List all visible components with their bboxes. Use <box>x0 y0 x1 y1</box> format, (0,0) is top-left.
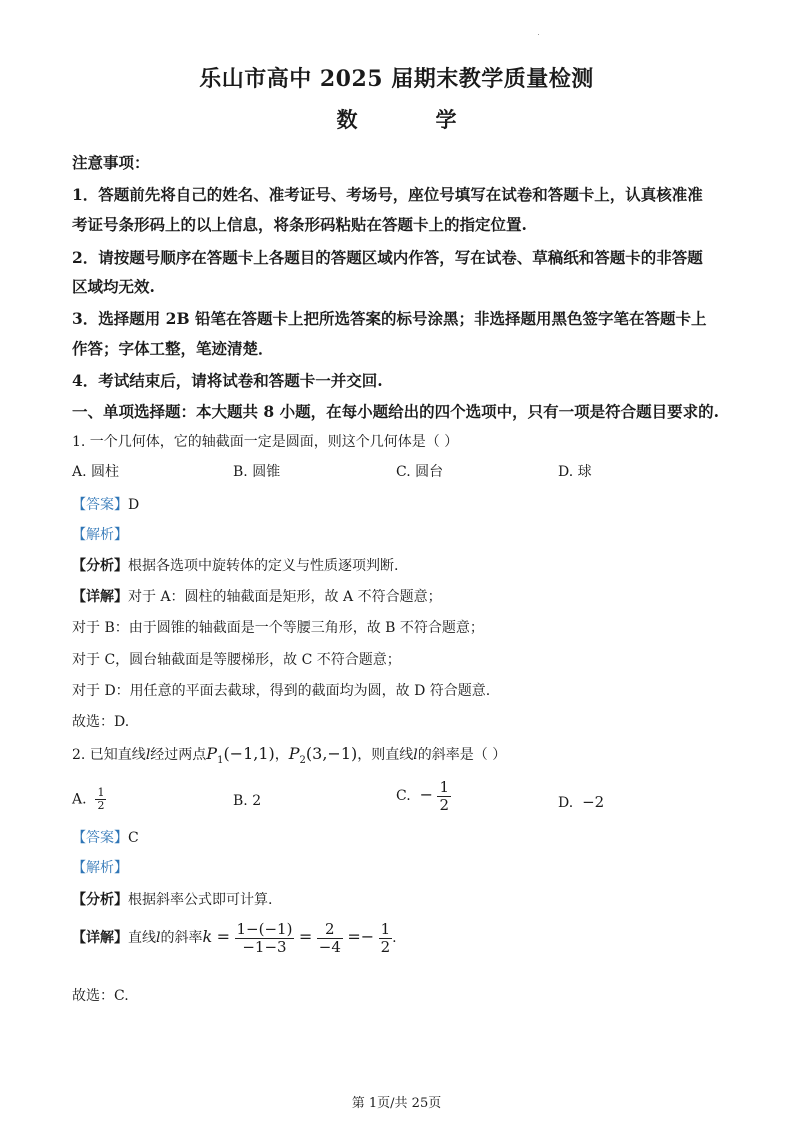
q2-option-a-label: A. <box>72 791 87 808</box>
fenxi-tag: 【分析】 <box>72 892 128 908</box>
q2-fenxi <box>72 889 272 909</box>
q2-stem-suffix-a: ，则直线 <box>357 747 414 763</box>
q2-option-c-fraction <box>437 779 451 813</box>
note-1-line-2: 考证号条形码上的以上信息，将条形码粘贴在答题卡上的指定位置. <box>72 215 527 234</box>
q2-p1-sub: 1 <box>217 754 224 766</box>
q2-comma: ， <box>274 747 289 763</box>
q1-answer <box>72 494 139 514</box>
page-footer: 第 1页/共 25页 <box>351 1096 442 1111</box>
q2-fenxi-text: 根据斜率公式即可计算. <box>128 892 273 908</box>
q1-option-d: D. 球 <box>558 464 592 480</box>
q2-xj-end: . <box>392 930 397 946</box>
notes-heading: 注意事项： <box>72 153 150 172</box>
q1-choose: 故选：D. <box>72 714 130 730</box>
q2-stem-mid: 经过两点 <box>150 747 207 763</box>
q2-xiangjie <box>72 921 397 955</box>
q2-xj-text1: 直线 <box>128 930 156 946</box>
q1-line-d: 对于 D：用任意的平面去截球，得到的截面均为圆，故 D 符合题意. <box>72 683 491 699</box>
section-1-heading: 一、单项选择题：本大题共 8 小题，在每小题给出的四个选项中，只有一项是符合题目要求的. <box>72 402 719 421</box>
subject-heading <box>0 104 793 134</box>
xiangjie-tag: 【详解】 <box>72 589 128 605</box>
q2-option-a <box>72 787 106 812</box>
q1-stem: 1. 一个几何体，它的轴截面一定是圆面，则这个几何体是（ ） <box>72 434 459 450</box>
q2-p2-sub: 2 <box>299 754 306 766</box>
q2-xj-den2: −4 <box>318 937 341 956</box>
q2-xj-num2: 2 <box>317 921 343 939</box>
q2-p2-coord: (3,−1) <box>305 744 358 763</box>
q2-xj-line-var: l <box>156 930 161 946</box>
q2-answer-value: C <box>128 830 139 846</box>
q2-option-c-num: 1 <box>439 778 449 796</box>
q1-fenxi-text: 根据各选项中旋转体的定义与性质逐项判断. <box>128 558 399 574</box>
subject-char-2: 学 <box>435 107 457 132</box>
note-3-line-2: 作答；字体工整，笔迹清楚． <box>72 339 274 358</box>
q2-stem-prefix: 2. 已知直线 <box>72 747 146 763</box>
q2-xj-den3: 2 <box>380 937 391 956</box>
subject-char-1: 数 <box>336 107 358 132</box>
q1-xiangjie-text: 对于 A：圆柱的轴截面是矩形，故 A 不符合题意； <box>128 589 442 605</box>
answer-tag: 【答案】 <box>72 497 128 513</box>
q2-xj-fraction-2 <box>317 921 343 955</box>
q2-stem <box>72 744 506 766</box>
q2-xj-eq-1: = <box>216 927 231 946</box>
q2-p1-coord: (−1,1) <box>223 744 275 763</box>
q2-option-a-den: 2 <box>97 799 105 813</box>
q2-line-var: l <box>145 747 151 763</box>
note-2-line-2: 区域均无效. <box>72 277 155 296</box>
q2-option-d-label: D. <box>558 795 574 811</box>
q2-option-a-num: 1 <box>97 786 105 799</box>
q2-option-c <box>396 779 451 813</box>
q2-option-c-den: 2 <box>439 795 449 814</box>
note-2-line-1: 2．请按题号顺序在答题卡上各题目的答题区域内作答，写在试卷、草稿纸和答题卡的非答题 <box>72 248 703 267</box>
q2-line-var-2: l <box>413 747 418 763</box>
q2-xj-eq-2: = <box>298 927 313 946</box>
q1-option-b: B. 圆锥 <box>233 464 281 480</box>
exam-title: 乐山市高中 2025 届期末教学质量检测 <box>199 66 594 92</box>
q2-xj-num1: 1−(−1) <box>236 920 293 938</box>
q2-xj-neg: − <box>360 927 375 946</box>
q2-option-b: B. 2 <box>233 793 262 809</box>
q2-option-c-sign: − <box>419 785 433 804</box>
xiangjie-tag: 【详解】 <box>72 930 128 946</box>
q1-xiangjie <box>72 586 442 606</box>
q2-xj-num3: 1 <box>380 920 391 938</box>
note-4: 4．考试结束后，请将试卷和答题卡一并交回. <box>72 371 383 390</box>
q2-stem-suffix-b: 的斜率是（ ） <box>417 747 507 763</box>
scan-speck <box>538 34 539 35</box>
q1-line-b: 对于 B：由于圆锥的轴截面是一个等腰三角形，故 B 不符合题意； <box>72 620 484 636</box>
q2-option-a-fraction <box>95 787 106 812</box>
note-3-line-1: 3．选择题用 2B 铅笔在答题卡上把所选答案的标号涂黑；非选择题用黑色签字笔在答题卡上 <box>72 309 707 328</box>
q2-xj-fraction-1 <box>235 921 295 955</box>
q1-fenxi <box>72 555 398 575</box>
q2-p2: P <box>288 744 300 763</box>
q2-answer <box>72 827 139 847</box>
q2-choose: 故选：C. <box>72 988 129 1004</box>
q1-analysis-tag: 【解析】 <box>72 527 128 543</box>
q2-p1: P <box>206 744 218 763</box>
q1-line-c: 对于 C，圆台轴截面是等腰梯形，故 C 不符合题意； <box>72 652 401 668</box>
fenxi-tag: 【分析】 <box>72 558 128 574</box>
q2-analysis-tag: 【解析】 <box>72 860 128 876</box>
q1-option-a: A. 圆柱 <box>72 464 120 480</box>
note-1-line-1: 1．答题前先将自己的姓名、准考证号、考场号，座位号填写在试卷和答题卡上，认真核准准 <box>72 185 703 204</box>
q2-xj-eq-3: = <box>347 927 361 946</box>
q2-xj-fraction-3 <box>379 921 393 955</box>
q1-option-c: C. 圆台 <box>396 464 444 480</box>
q2-option-c-label: C. <box>396 788 411 804</box>
q1-answer-value: D <box>128 497 140 513</box>
q2-option-d-value: −2 <box>582 793 605 811</box>
q2-xj-den1: −1−3 <box>242 937 287 956</box>
q2-option-d <box>558 793 604 811</box>
answer-tag: 【答案】 <box>72 830 128 846</box>
q2-xj-k: k <box>202 927 213 946</box>
q2-xj-text2: 的斜率 <box>160 930 203 946</box>
